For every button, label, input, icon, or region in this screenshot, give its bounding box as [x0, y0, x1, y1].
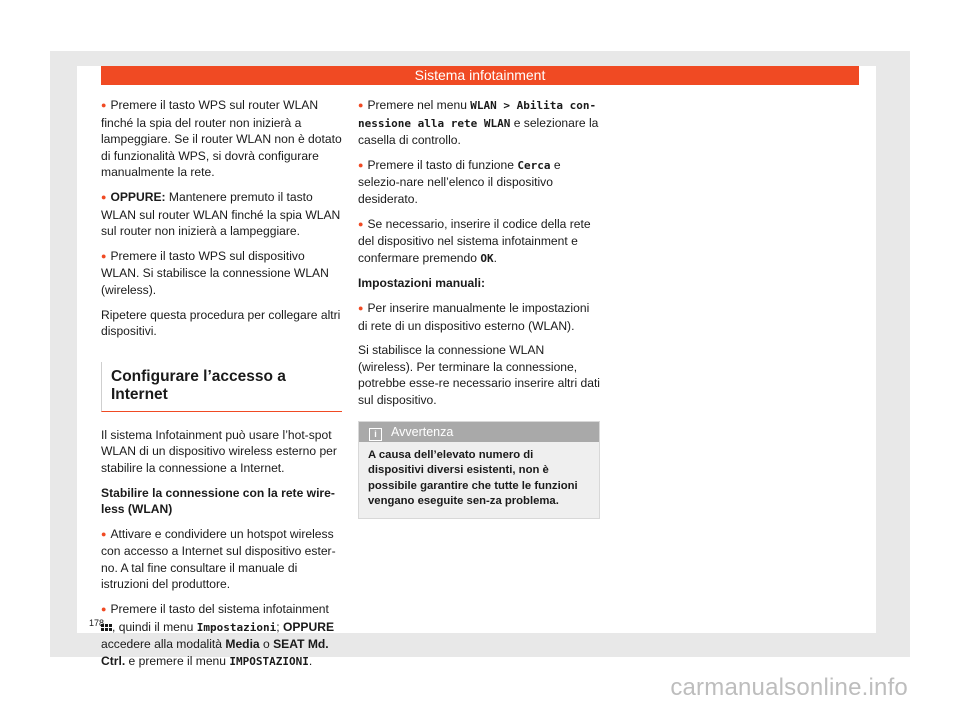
- instruction-step: [358, 216, 600, 268]
- info-icon: i: [369, 428, 382, 441]
- step-text: e selezio-nare nell’elenco il dispositivo desiderato.: [358, 157, 561, 206]
- step-text: Premere il tasto di funzione: [367, 157, 518, 172]
- warning-text: A causa dell’elevato numero di dispositivi diversi esistenti, non è possibile garantire che tutte le funzioni vengano eseguite sen-za problema.: [368, 448, 578, 507]
- right-column: [358, 97, 600, 519]
- paragraph: Il sistema Infotainment può usare l’hot-spot WLAN di un dispositivo wireless esterno per stabilire la connessione a Internet.: [101, 427, 337, 475]
- warning-header: [359, 422, 599, 442]
- menu-name: Impostazioni: [196, 620, 277, 634]
- mode-name: SEAT Md. Ctrl.: [101, 637, 329, 668]
- instruction-step: ● Attivare e condividere un hotspot wireless con accesso a Internet sul dispositivo ester-no. A tal fine consultare il manuale di istruzioni del produttore.: [101, 526, 342, 593]
- step-text: , quindi il menu: [112, 619, 197, 634]
- instruction-step: [101, 601, 342, 670]
- step-text: .: [308, 653, 313, 668]
- emphasis-label: OPPURE:: [110, 189, 166, 204]
- instruction-step: ● Per inserire manualmente le impostazioni di rete di un dispositivo esterno (WLAN).: [358, 300, 600, 334]
- mode-name: Media: [225, 637, 260, 652]
- section-header: Sistema infotainment: [101, 66, 859, 85]
- page-number: 178: [89, 618, 105, 628]
- step-text: o: [259, 637, 274, 652]
- watermark: carmanualsonline.info: [670, 674, 908, 701]
- step-text: e selezionare la casella di controllo.: [358, 115, 599, 148]
- step-text: e premere il menu: [125, 653, 230, 668]
- instruction-step: [101, 189, 342, 240]
- step-text: .: [493, 250, 497, 265]
- subheading: Impostazioni manuali:: [358, 276, 485, 291]
- warning-box: [358, 421, 600, 519]
- step-text: accedere alla modalità: [101, 637, 226, 652]
- button-name: Cerca: [517, 158, 551, 172]
- step-text: ;: [276, 619, 283, 634]
- menu-name: WLAN > Abilita con-nessione alla rete WLAN: [358, 99, 597, 130]
- instruction-step: ● Premere il tasto WPS sul router WLAN finché la spia del router non inizierà a lampeggiare. Se il router WLAN non è dotato di funzionalità WPS, si dovrà configurare manualmente la rete.: [101, 97, 342, 181]
- paragraph: Si stabilisce la connessione WLAN (wireless). Per terminare la connessione, potrebbe esse-re necessario inserire altri dati sul dispositivo.: [358, 343, 600, 407]
- left-column: [101, 97, 342, 678]
- instruction-step: ● Premere il tasto WPS sul dispositivo WLAN. Si stabilisce la connessione WLAN (wireless).: [101, 248, 342, 299]
- emphasis-label: OPPURE: [282, 619, 335, 634]
- step-text: Premere il tasto del sistema infotainment: [110, 602, 329, 617]
- menu-name: IMPOSTAZIONI: [229, 654, 309, 668]
- section-title: Configurare l’accesso a Internet: [101, 362, 342, 412]
- instruction-step: [358, 97, 600, 149]
- subheading: Stabilire la connessione con la rete wire-less (WLAN): [101, 485, 335, 517]
- warning-title: Avvertenza: [391, 424, 454, 439]
- step-text: Premere nel menu: [367, 98, 471, 112]
- step-text: Se necessario, inserire il codice della rete del dispositivo nel sistema infotainment e confermare premendo: [358, 216, 591, 265]
- button-name: OK: [480, 251, 494, 265]
- instruction-step: [358, 157, 600, 208]
- step-text: Mantenere premuto il tasto WLAN sul router WLAN finché la spia WLAN sul router non inizierà a lampeggiare.: [101, 189, 341, 239]
- paragraph: Ripetere questa procedura per collegare altri dispositivi.: [101, 307, 341, 339]
